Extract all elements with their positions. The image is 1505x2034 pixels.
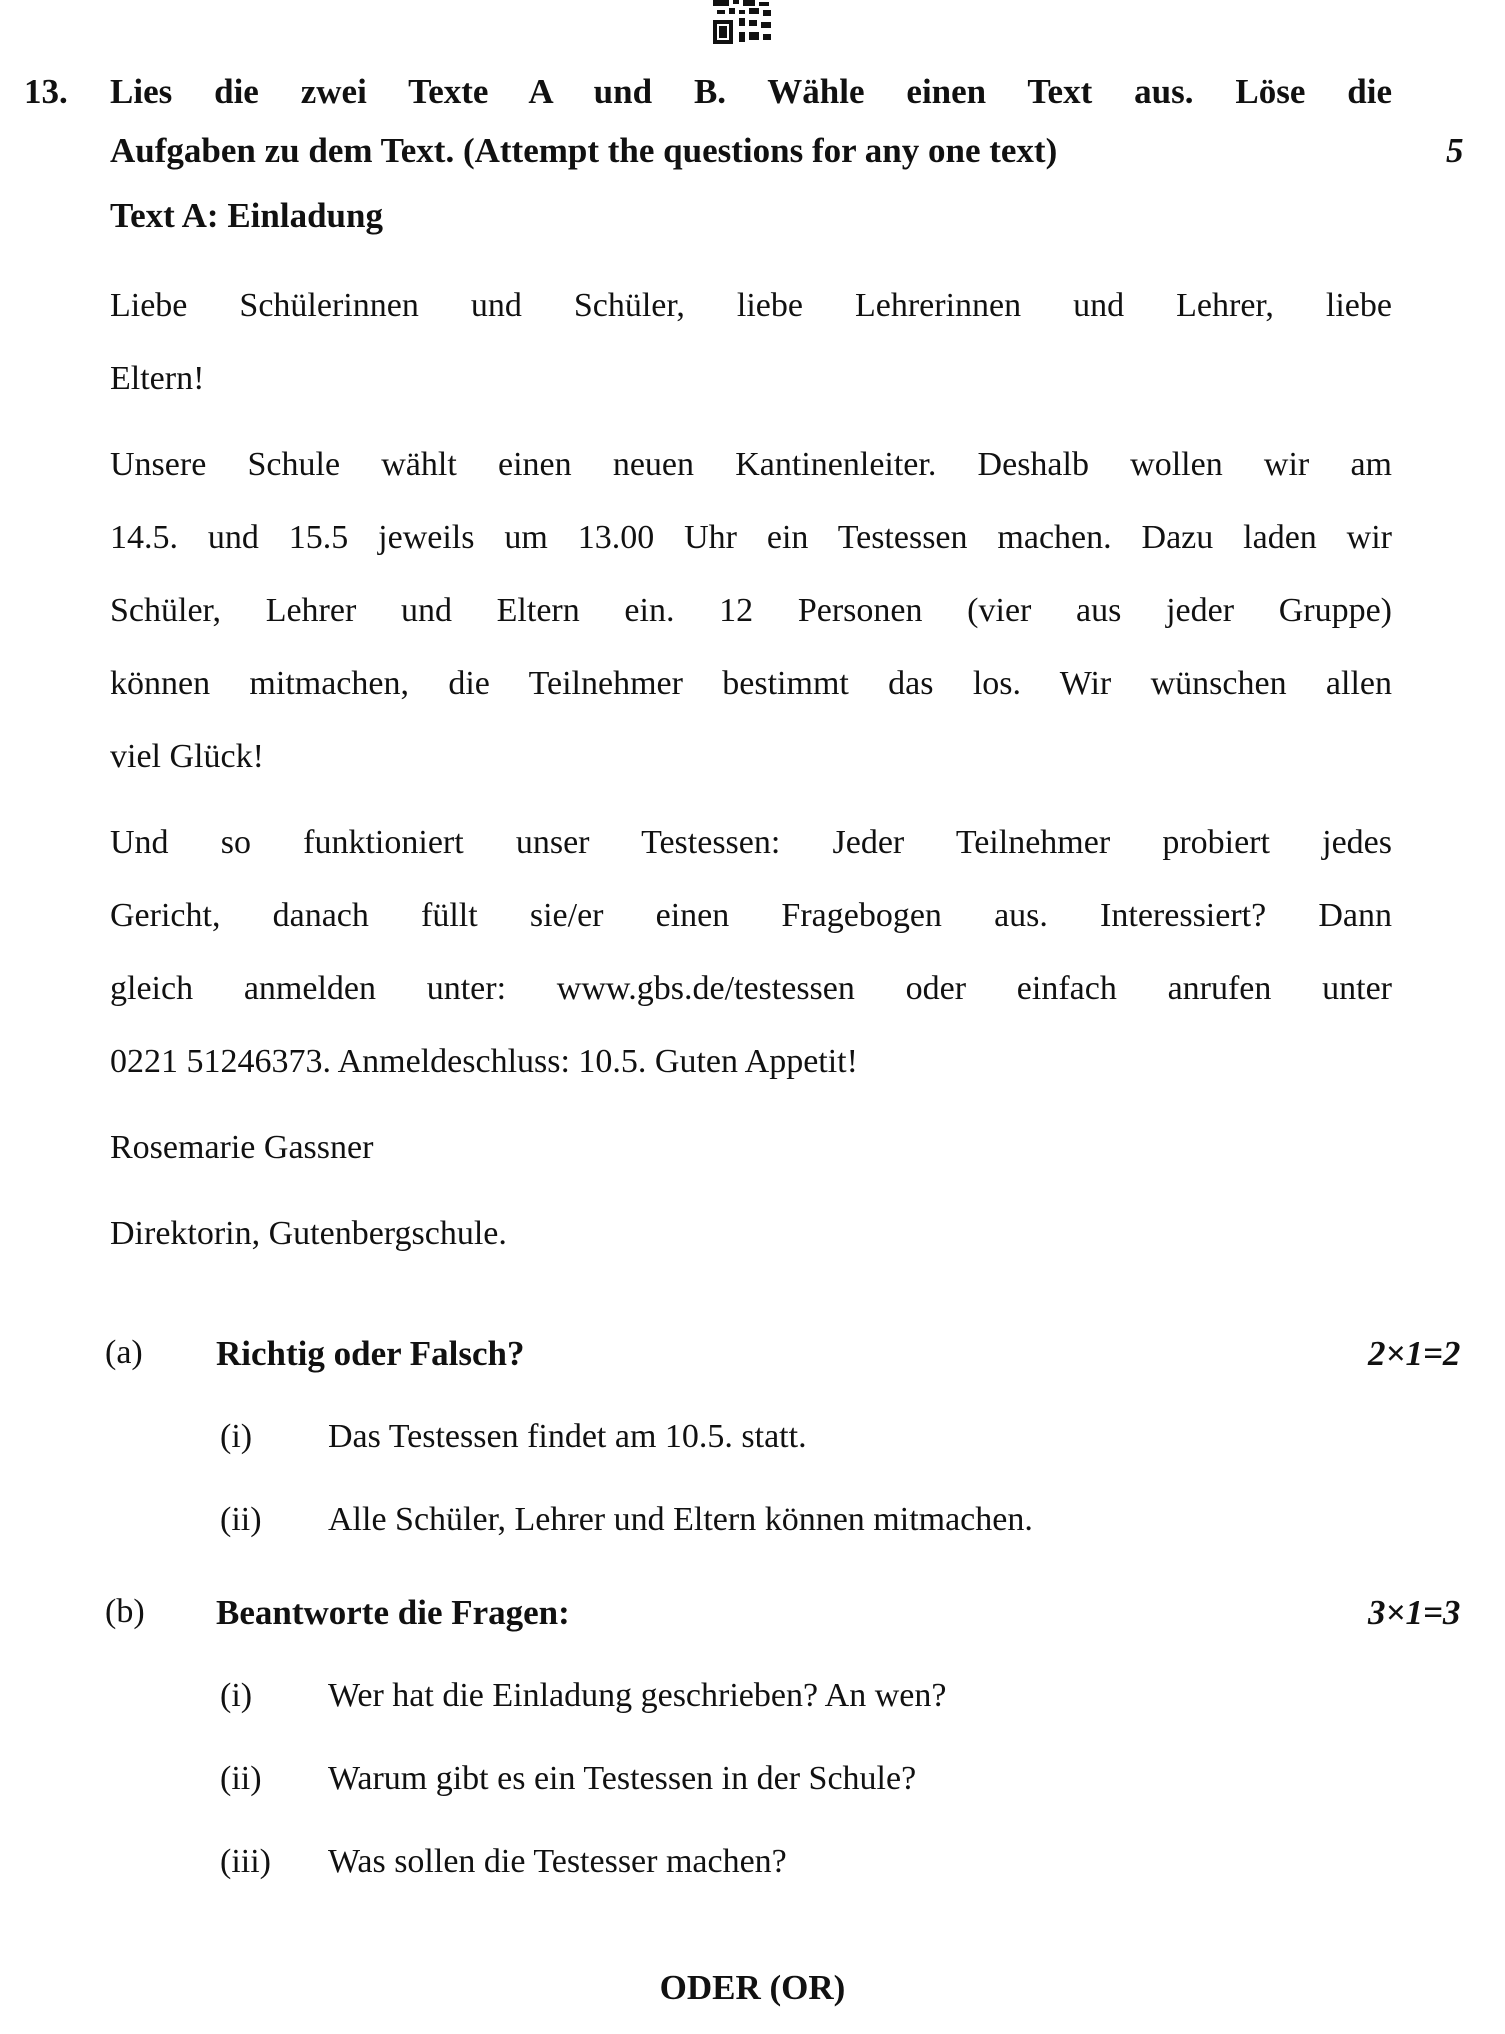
part-a-item-2-label: (ii)	[220, 1501, 262, 1538]
part-b-item-2-label: (ii)	[220, 1760, 262, 1797]
greeting-line-1: Liebe Schülerinnen und Schüler, liebe Lehrerinnen und Lehrer, liebe	[110, 287, 1392, 324]
para1-line-1: Unsere Schule wählt einen neuen Kantinenleiter. Deshalb wollen wir am	[110, 446, 1392, 483]
para2-line-2: Gericht, danach füllt sie/er einen Fragebogen aus. Interessiert? Dann	[110, 897, 1392, 934]
para1-line-2: 14.5. und 15.5 jeweils um 13.00 Uhr ein Testessen machen. Dazu laden wir	[110, 519, 1392, 556]
part-a-item-1-text: Das Testessen findet am 10.5. statt.	[328, 1418, 807, 1455]
greeting-line-2: Eltern!	[110, 360, 205, 397]
part-b-item-2-text: Warum gibt es ein Testessen in der Schule?	[328, 1760, 917, 1797]
para2-line-4: 0221 51246373. Anmeldeschluss: 10.5. Guten Appetit!	[110, 1043, 858, 1080]
para2-line-3: gleich anmelden unter: www.gbs.de/testessen oder einfach anrufen unter	[110, 970, 1392, 1007]
question-instruction-line-1: Lies die zwei Texte A und B. Wähle einen Text aus. Löse die	[110, 72, 1392, 111]
question-number: 13.	[24, 72, 68, 111]
part-b-item-3-label: (iii)	[220, 1843, 271, 1880]
part-b-item-1-text: Wer hat die Einladung geschrieben? An wen?	[328, 1677, 947, 1714]
part-a-label: (a)	[105, 1334, 143, 1371]
para2-line-1: Und so funktioniert unser Testessen: Jeder Teilnehmer probiert jedes	[110, 824, 1392, 861]
para1-line-5: viel Glück!	[110, 738, 264, 775]
part-b-marks: 3×1=3	[1368, 1593, 1461, 1632]
question-instruction-line-2: Aufgaben zu dem Text. (Attempt the questions for any one text)	[110, 131, 1058, 170]
signature-name: Rosemarie Gassner	[110, 1129, 374, 1166]
part-b-item-3-text: Was sollen die Testesser machen?	[328, 1843, 787, 1880]
oder-separator: ODER (OR)	[659, 1968, 846, 2007]
signature-title: Direktorin, Gutenbergschule.	[110, 1215, 507, 1252]
para1-line-3: Schüler, Lehrer und Eltern ein. 12 Personen (vier aus jeder Gruppe)	[110, 592, 1392, 629]
part-a-item-2-text: Alle Schüler, Lehrer und Eltern können mitmachen.	[328, 1501, 1033, 1538]
part-b-label: (b)	[105, 1593, 145, 1630]
part-a-title: Richtig oder Falsch?	[216, 1334, 525, 1373]
part-a-marks: 2×1=2	[1368, 1334, 1461, 1373]
part-a-item-1-label: (i)	[220, 1418, 253, 1455]
part-b-item-1-label: (i)	[220, 1677, 253, 1714]
question-marks: 5	[1446, 131, 1464, 170]
para1-line-4: können mitmachen, die Teilnehmer bestimmt das los. Wir wünschen allen	[110, 665, 1392, 702]
part-b-title: Beantworte die Fragen:	[216, 1593, 570, 1632]
qr-code-icon	[713, 0, 775, 44]
text-title: Text A: Einladung	[110, 196, 383, 235]
